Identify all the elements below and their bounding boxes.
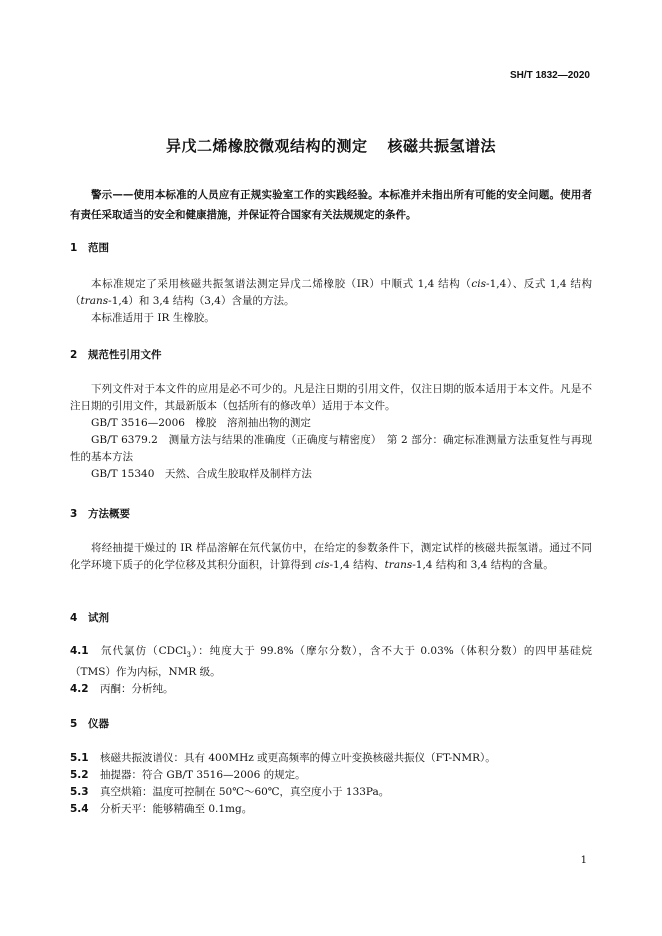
section-2-heading: 2 规范性引用文件 — [70, 349, 162, 361]
document-title — [0, 135, 662, 156]
section-1-body — [70, 276, 592, 327]
standard-code: SH/T 1832—2020 — [509, 70, 590, 81]
title-main: 异戊二烯橡胶微观结构的测定 — [165, 137, 368, 155]
reference-item: GB/T 3516—2006 橡胶 溶剂抽出物的测定 — [91, 417, 311, 429]
warning-block — [70, 185, 592, 225]
section-4-body — [70, 643, 592, 698]
section-3-heading: 3 方法概要 — [70, 508, 130, 520]
method-summary: 将经抽提干燥过的 IR 样品溶解在氘代氯仿中，在给定的参数条件下，测定试样的核磁共振氢谱。通过不同化学环境下质子的化学位移及其积分面积，计算得到 cis-1,4 结构、trans-1,4 结构和 3,4 结构的含量。 — [70, 542, 592, 571]
apparatus-item: 5.3 真空烘箱：温度可控制在 50℃～60℃，真空度小于 133Pa。 — [70, 786, 390, 798]
apparatus-item: 5.1 核磁共振波谱仪：具有 400MHz 或更高频率的傅立叶变换核磁共振仪（FT-NMR）。 — [70, 752, 496, 764]
title-method: 核磁共振氢谱法 — [387, 137, 497, 155]
section-1-heading: 1 范围 — [70, 242, 109, 254]
reference-item: GB/T 6379.2 测量方法与结果的准确度（正确度与精密度） 第 2 部分：确定标准测量方法重复性与再现性的基本方法 — [70, 434, 592, 463]
scope-applicability: 本标准适用于 IR 生橡胶。 — [91, 312, 215, 324]
reagent-item: 4.1 氘代氯仿（CDCl$_3$）：纯度大于 99.8%（摩尔分数），含不大于 0.03%（体积分数）的四甲基硅烷（TMS）作为内标，NMR 级。 — [70, 645, 592, 679]
section-5-body — [70, 750, 592, 818]
apparatus-item: 5.2 抽提器：符合 GB/T 3516—2006 的规定。 — [70, 769, 306, 781]
section-5-heading: 5 仪器 — [70, 718, 109, 730]
references-intro: 下列文件对于本文件的应用是必不可少的。凡是注日期的引用文件，仅注日期的版本适用于本文件。凡是不注日期的引用文件，其最新版本（包括所有的修改单）适用于本文件。 — [70, 383, 592, 412]
scope-paragraph: 本标准规定了采用核磁共振氢谱法测定异戊二烯橡胶（IR）中顺式 1,4 结构（cis-1,4）、反式 1,4 结构（trans-1,4）和 3,4 结构（3,4）含量的方法。 — [70, 278, 592, 307]
apparatus-item: 5.4 分析天平：能够精确至 0.1mg。 — [70, 803, 253, 815]
section-3-body — [70, 540, 592, 574]
page-number: 1 — [580, 855, 587, 866]
section-4-heading: 4 试剂 — [70, 612, 109, 624]
section-2-body — [70, 381, 592, 483]
warning-text: 警示——使用本标准的人员应有正规实验室工作的实践经验。本标准并未指出所有可能的安全问题。使用者有责任采取适当的安全和健康措施，并保证符合国家有关法规规定的条件。 — [70, 189, 592, 221]
reagent-item: 4.2 丙酮：分析纯。 — [70, 683, 174, 696]
reference-item: GB/T 15340 天然、合成生胶取样及制样方法 — [91, 468, 312, 480]
